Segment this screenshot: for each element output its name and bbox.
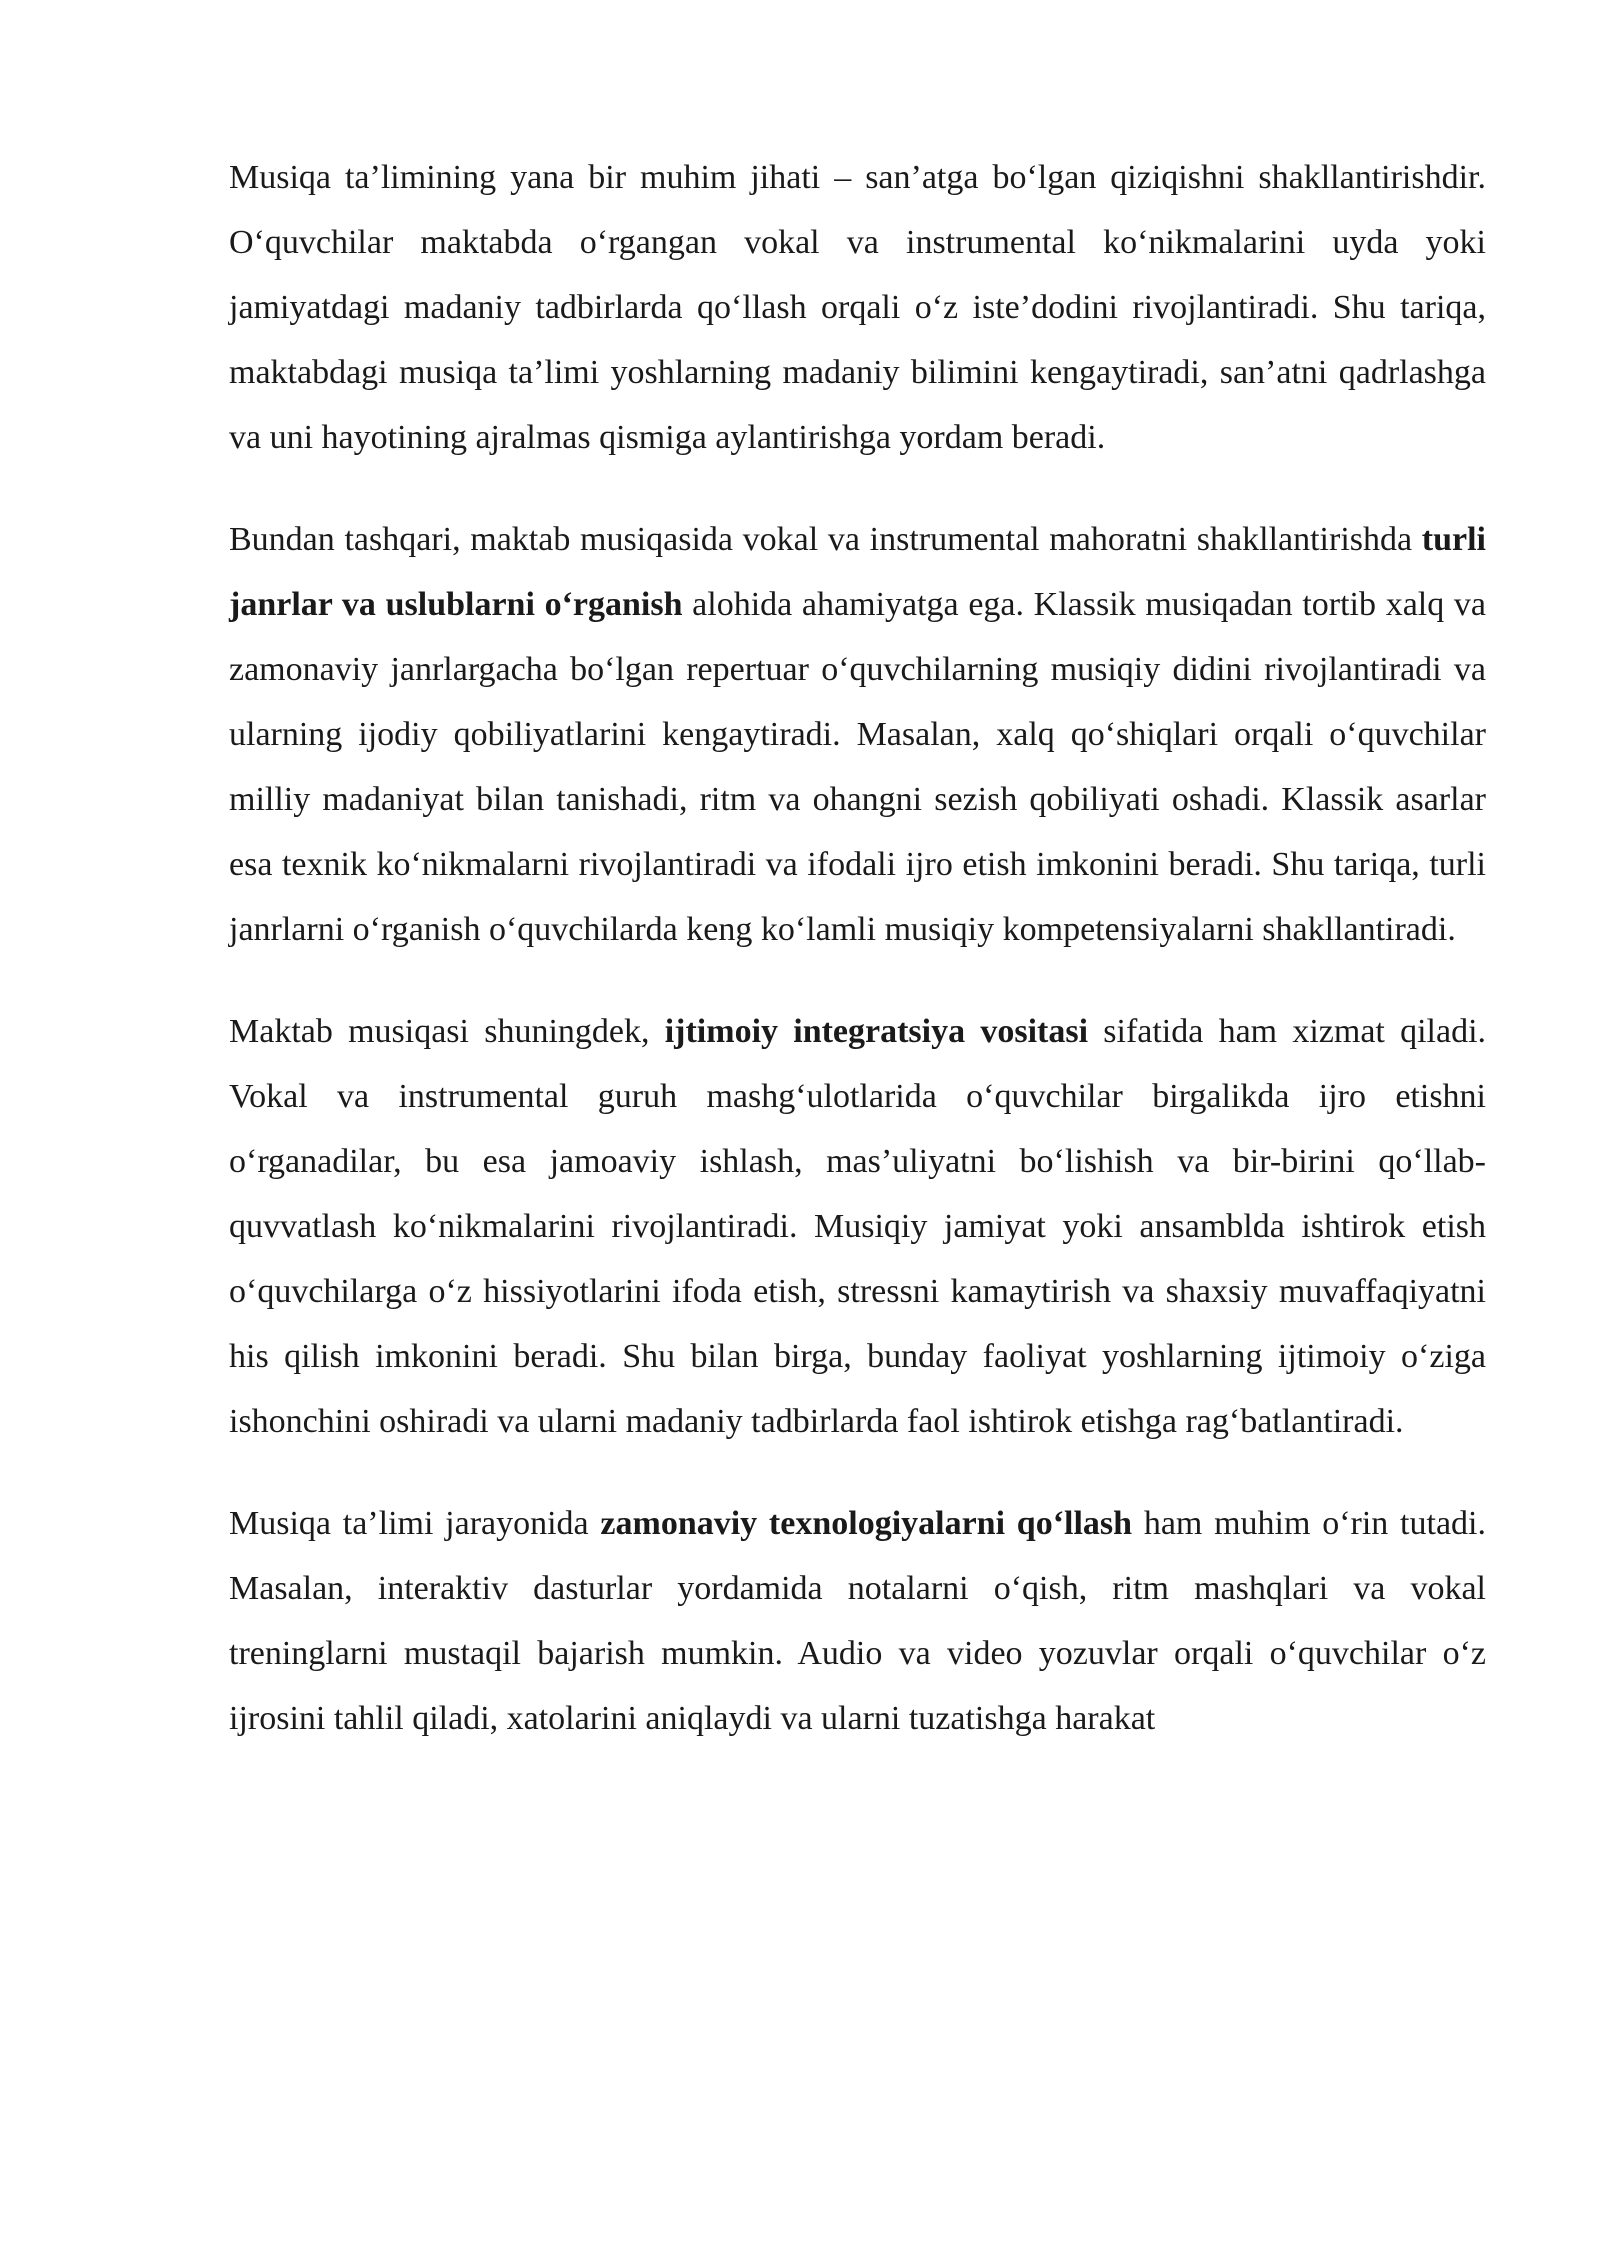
document-body xyxy=(229,145,1486,1788)
bold-phrase: turli janrlar va uslublarni o‘rganish xyxy=(229,521,1486,623)
paragraph-text: alohida ahamiyatga ega. Klassik musiqadan tortib xalq va zamonaviy janrlargacha bo‘lgan repertuar o‘quvchilarning musiqiy didini rivojlantiradi va ularning ijodiy qobiliyatlarini kengaytiradi. Masalan, xalq qo‘shiqlari orqali o‘quvchilar milliy madaniyat bilan tanishadi, ritm va ohangni sezish qobiliyati oshadi. Klassik asarlar esa texnik ko‘nikmalarni rivojlantiradi va ifodali ijro etish imkonini beradi. Shu tariqa, turli janrlarni o‘rganish o‘quvchilarda keng ko‘lamli musiqiy kompetensiyalarni shakllantiradi. xyxy=(229,586,1486,948)
bold-phrase: zamonaviy texnologiyalarni qo‘llash xyxy=(600,1505,1133,1542)
bold-phrase: ijtimoiy integratsiya vositasi xyxy=(664,1013,1089,1050)
paragraph-text: Musiqa ta’limi jarayonida xyxy=(229,1505,601,1542)
paragraph-text: sifatida ham xizmat qiladi. Vokal va instrumental guruh mashg‘ulotlarida o‘quvchilar birgalikda ijro etishni o‘rganadilar, bu esa jamoaviy ishlash, mas’uliyatni bo‘lishish va bir-birini qo‘llab-quvvatlash ko‘nikmalarini rivojlantiradi. Musiqiy jamiyat yoki ansamblda ishtirok etish o‘quvchilarga o‘z hissiyotlarini ifoda etish, stressni kamaytirish va shaxsiy muvaffaqiyatni his qilish imkonini beradi. Shu bilan birga, bunday faoliyat yoshlarning ijtimoiy o‘ziga ishonchini oshiradi va ularni madaniy tadbirlarda faol ishtirok etishga rag‘batlantiradi. xyxy=(229,1013,1487,1440)
paragraph-text: Musiqa ta’limining yana bir muhim jihati – san’atga bo‘lgan qiziqishni shakllantirishdir. O‘quvchilar maktabda o‘rgangan vokal va instrumental ko‘nikmalarini uyda yoki jamiyatdagi madaniy tadbirlarda qo‘llash orqali o‘z iste’dodini rivojlantiradi. Shu tariqa, maktabdagi musiqa ta’limi yoshlarning madaniy bilimini kengaytiradi, san’atni qadrlashga va uni hayotining ajralmas qismiga aylantirishga yordam beradi. xyxy=(229,159,1486,456)
paragraph-text: Maktab musiqasi shuningdek, xyxy=(229,1013,665,1050)
paragraph-text: ham muhim o‘rin tutadi. Masalan, interaktiv dasturlar yordamida notalarni o‘qish, ritm mashqlari va vokal treninglarni mustaqil bajarish mumkin. Audio va video yozuvlar orqali o‘quvchilar o‘z ijrosini tahlil qiladi, xatolarini aniqlaydi va ularni tuzatishga harakat xyxy=(229,1505,1486,1737)
paragraph-4 xyxy=(229,1491,1486,1751)
paragraph-text: Bundan tashqari, maktab musiqasida vokal va instrumental mahoratni shakllantirishda xyxy=(229,521,1422,558)
paragraph-1 xyxy=(229,145,1486,470)
paragraph-3 xyxy=(229,999,1486,1454)
paragraph-2 xyxy=(229,507,1486,962)
